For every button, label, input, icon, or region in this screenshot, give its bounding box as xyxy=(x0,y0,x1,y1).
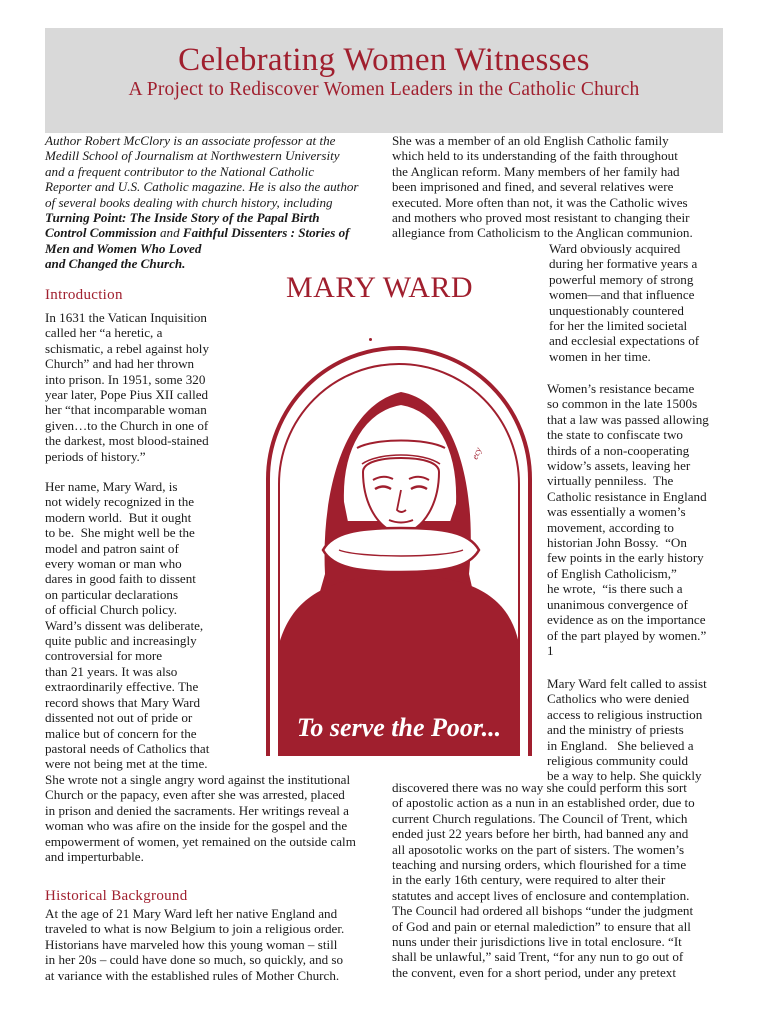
book2-title-line1: Faithful Dissenters : Stories of xyxy=(182,225,350,241)
text-line: movement, according to xyxy=(547,519,674,535)
text-line: which held to its understanding of the faith throughout xyxy=(392,148,678,164)
text-line: all aposotolic works on the part of sisters. The women’s xyxy=(392,841,685,857)
text-line: given…to the Church in one of xyxy=(45,417,209,433)
header-banner xyxy=(45,28,723,133)
text-line: that a law was passed allowing xyxy=(547,411,709,427)
text-line: dissented not out of pride or xyxy=(45,710,193,726)
text-line: her “that incomparable woman xyxy=(45,402,207,418)
mary-ward-portrait-illustration xyxy=(263,344,535,756)
text-line: in the early 16th century, were required to alter their xyxy=(392,872,666,888)
text-line: Ward obviously acquired xyxy=(549,241,681,256)
text-line: of English Catholicism,” xyxy=(547,565,677,581)
text-line: access to religious instruction xyxy=(547,706,703,722)
text-line: in England. She believed a xyxy=(547,737,694,753)
text-line: record shows that Mary Ward xyxy=(45,694,201,710)
history-paragraph-1 xyxy=(45,906,344,983)
author-books xyxy=(45,210,350,272)
text-line: every woman or man who xyxy=(45,556,182,572)
text-line: Medill School of Journalism at Northwestern University xyxy=(45,148,340,164)
text-line: current Church regulations. The Council of Trent, which xyxy=(392,810,688,826)
section-heading-introduction: Introduction xyxy=(45,287,123,303)
text-line: Mary Ward felt called to assist xyxy=(547,676,707,691)
intro-paragraph-2 xyxy=(45,479,209,772)
text-line: periods of history.” xyxy=(45,448,146,464)
text-line: of several books dealing with church history, including xyxy=(45,194,333,210)
text-line: extraordinarily effective. The xyxy=(45,679,199,695)
text-line: year later, Pope Pius XII called xyxy=(45,387,209,403)
text-line: She was a member of an old English Catholic family xyxy=(392,133,669,148)
text-line: and a frequent contributor to the National Catholic xyxy=(45,163,315,179)
text-line: the convent, even for a short period, under any pretext xyxy=(392,964,676,980)
intro-paragraph-2-continued xyxy=(45,772,356,864)
book1-title-line1: Turning Point: The Inside Story of the Papal Birth xyxy=(45,210,320,225)
text-line: for her the limited societal xyxy=(549,318,688,334)
text-line: allegiance from Catholicism to the Anglican communion. xyxy=(392,225,693,241)
text-line: pastoral needs of Catholics that xyxy=(45,740,210,756)
text-line: historian John Bossy. “On xyxy=(547,535,687,551)
text-line: not widely recognized in the xyxy=(45,494,195,510)
text-line: executed. More often than not, it was the Catholic wives xyxy=(392,194,688,210)
text-line: so common in the late 1500s xyxy=(547,396,698,412)
text-line: Catholics who were denied xyxy=(547,691,690,707)
text-line: Women’s resistance became xyxy=(547,381,695,396)
text-line: religious community could xyxy=(547,753,689,769)
text-line: powerful memory of strong xyxy=(549,271,694,287)
text-line: Church” and had her thrown xyxy=(45,356,195,372)
right-paragraph-ward xyxy=(549,241,699,364)
text-line: in prison and denied the sacraments. Her writings reveal a xyxy=(45,802,349,818)
text-line: the darkest, most blood-stained xyxy=(45,433,209,449)
text-line: woman who was afire on the inside for the gospel and the xyxy=(45,818,348,834)
text-line: few points in the early history xyxy=(547,550,704,566)
and-word: and xyxy=(156,225,183,241)
text-line: on particular declarations xyxy=(45,586,179,602)
text-line: schismatic, a rebel against holy xyxy=(45,340,209,356)
text-line: At the age of 21 Mary Ward left her native England and xyxy=(45,906,338,921)
text-line: evidence as on the importance xyxy=(547,612,706,628)
right-paragraph-called-continued xyxy=(392,780,695,980)
text-line: traveled to what is now Belgium to join a religious order. xyxy=(45,921,345,937)
text-line: unanimous convergence of xyxy=(547,596,688,612)
decorative-dot xyxy=(369,338,372,341)
text-line: of official Church policy. xyxy=(45,602,177,618)
artist-signature: ecy xyxy=(469,445,484,461)
page-title: Celebrating Women Witnesses xyxy=(178,42,590,78)
text-line: widow’s assets, leaving her xyxy=(547,458,691,474)
book2-title-line3: and Changed the Church. xyxy=(45,256,186,272)
text-line: malice but of concern for the xyxy=(45,725,197,741)
right-paragraph-family xyxy=(392,133,693,241)
text-line: She wrote not a single angry word against the institutional xyxy=(45,772,351,787)
text-line: Church or the papacy, even after she was arrested, placed xyxy=(45,787,345,803)
text-line: empowerment of women, yet remained on the outside calm xyxy=(45,833,356,849)
text-line: Ward’s dissent was deliberate, xyxy=(45,617,204,633)
text-line: the state to confiscate two xyxy=(547,427,683,443)
text-line: the Anglican reform. Many members of her family had xyxy=(392,163,680,179)
text-line: than 21 years. It was also xyxy=(45,663,178,679)
text-line: and imperturbable. xyxy=(45,849,144,865)
text-line: called her “a heretic, a xyxy=(45,325,163,341)
text-line: was essentially a women’s xyxy=(547,504,686,520)
right-paragraph-called xyxy=(547,676,707,784)
text-line: in her 20s – could have done so much, so quickly, and so xyxy=(45,952,344,968)
text-line: of apostolic action as a nun in an established order, due to xyxy=(392,795,695,811)
text-line: ended just 22 years before her birth, had banned any and xyxy=(392,826,689,842)
text-line: teaching and nursing orders, which flourished for a time xyxy=(392,857,687,873)
text-line: Catholic resistance in England xyxy=(547,488,707,504)
right-paragraph-resistance xyxy=(547,381,709,658)
text-line: Historians have marveled how this young woman – still xyxy=(45,936,338,952)
text-line: into prison. In 1951, some 320 xyxy=(45,371,206,387)
text-line: Author Robert McClory is an associate professor at the xyxy=(45,133,336,148)
text-line: In 1631 the Vatican Inquisition xyxy=(45,310,207,325)
feature-title: MARY WARD xyxy=(286,271,474,304)
text-line: and ecclesial expectations of xyxy=(549,333,700,349)
text-line: unquestionably countered xyxy=(549,302,684,318)
illustration-caption: To serve the Poor... xyxy=(296,713,502,742)
text-line: of the part played by women.” xyxy=(547,627,707,643)
text-line: of God and pain or eternal malediction” to ensure that all xyxy=(392,918,691,934)
text-line: women—and that influence xyxy=(549,287,695,303)
text-line: statutes and accept lives of enclosure and contemplation. xyxy=(392,887,690,903)
text-line: women in her time. xyxy=(549,348,651,364)
text-line: at variance with the established rules of Mother Church. xyxy=(45,967,340,983)
page-subtitle: A Project to Rediscover Women Leaders in the Catholic Church xyxy=(128,79,640,100)
text-line: be a way to help. She quickly xyxy=(547,768,702,784)
text-line: nuns under their jurisdictions live in total enclosure. “It xyxy=(392,934,682,950)
text-line: discovered there was no way she could perform this sort xyxy=(392,780,687,795)
text-line: 1 xyxy=(547,642,554,658)
text-line: to be. She might well be the xyxy=(45,525,195,541)
book2-title-line2: Men and Women Who Loved xyxy=(45,240,202,256)
text-line: been imprisoned and fined, and several relatives were xyxy=(392,179,674,195)
text-line: dares in good faith to dissent xyxy=(45,571,196,587)
section-heading-historical-background: Historical Background xyxy=(45,888,188,904)
text-line: model and patron saint of xyxy=(45,540,179,556)
text-line: Reporter and U.S. Catholic magazine. He is also the author xyxy=(45,179,359,195)
text-line: modern world. But it ought xyxy=(45,509,192,525)
text-line: The Council had ordered all bishops “under the judgment xyxy=(392,903,694,919)
book1-title-line2: Control Commission xyxy=(45,225,157,241)
text-line: were not being met at the time. xyxy=(45,756,208,772)
text-line: and mothers who proved most resistant to changing their xyxy=(392,210,690,226)
text-line: controversial for more xyxy=(45,648,163,664)
text-line: Her name, Mary Ward, is xyxy=(45,479,178,494)
text-line: he wrote, “is there such a xyxy=(547,581,683,597)
text-line: quite public and increasingly xyxy=(45,633,197,649)
text-line: shall be unlawful,” said Trent, “for any nun to go out of xyxy=(392,949,684,965)
intro-paragraph-1 xyxy=(45,310,209,464)
text-line: virtually penniless. The xyxy=(547,473,674,489)
author-note xyxy=(45,133,385,210)
text-line: thirds of a non-cooperating xyxy=(547,442,690,458)
text-line: during her formative years a xyxy=(549,256,698,272)
text-line: and the ministry of priests xyxy=(547,722,684,738)
